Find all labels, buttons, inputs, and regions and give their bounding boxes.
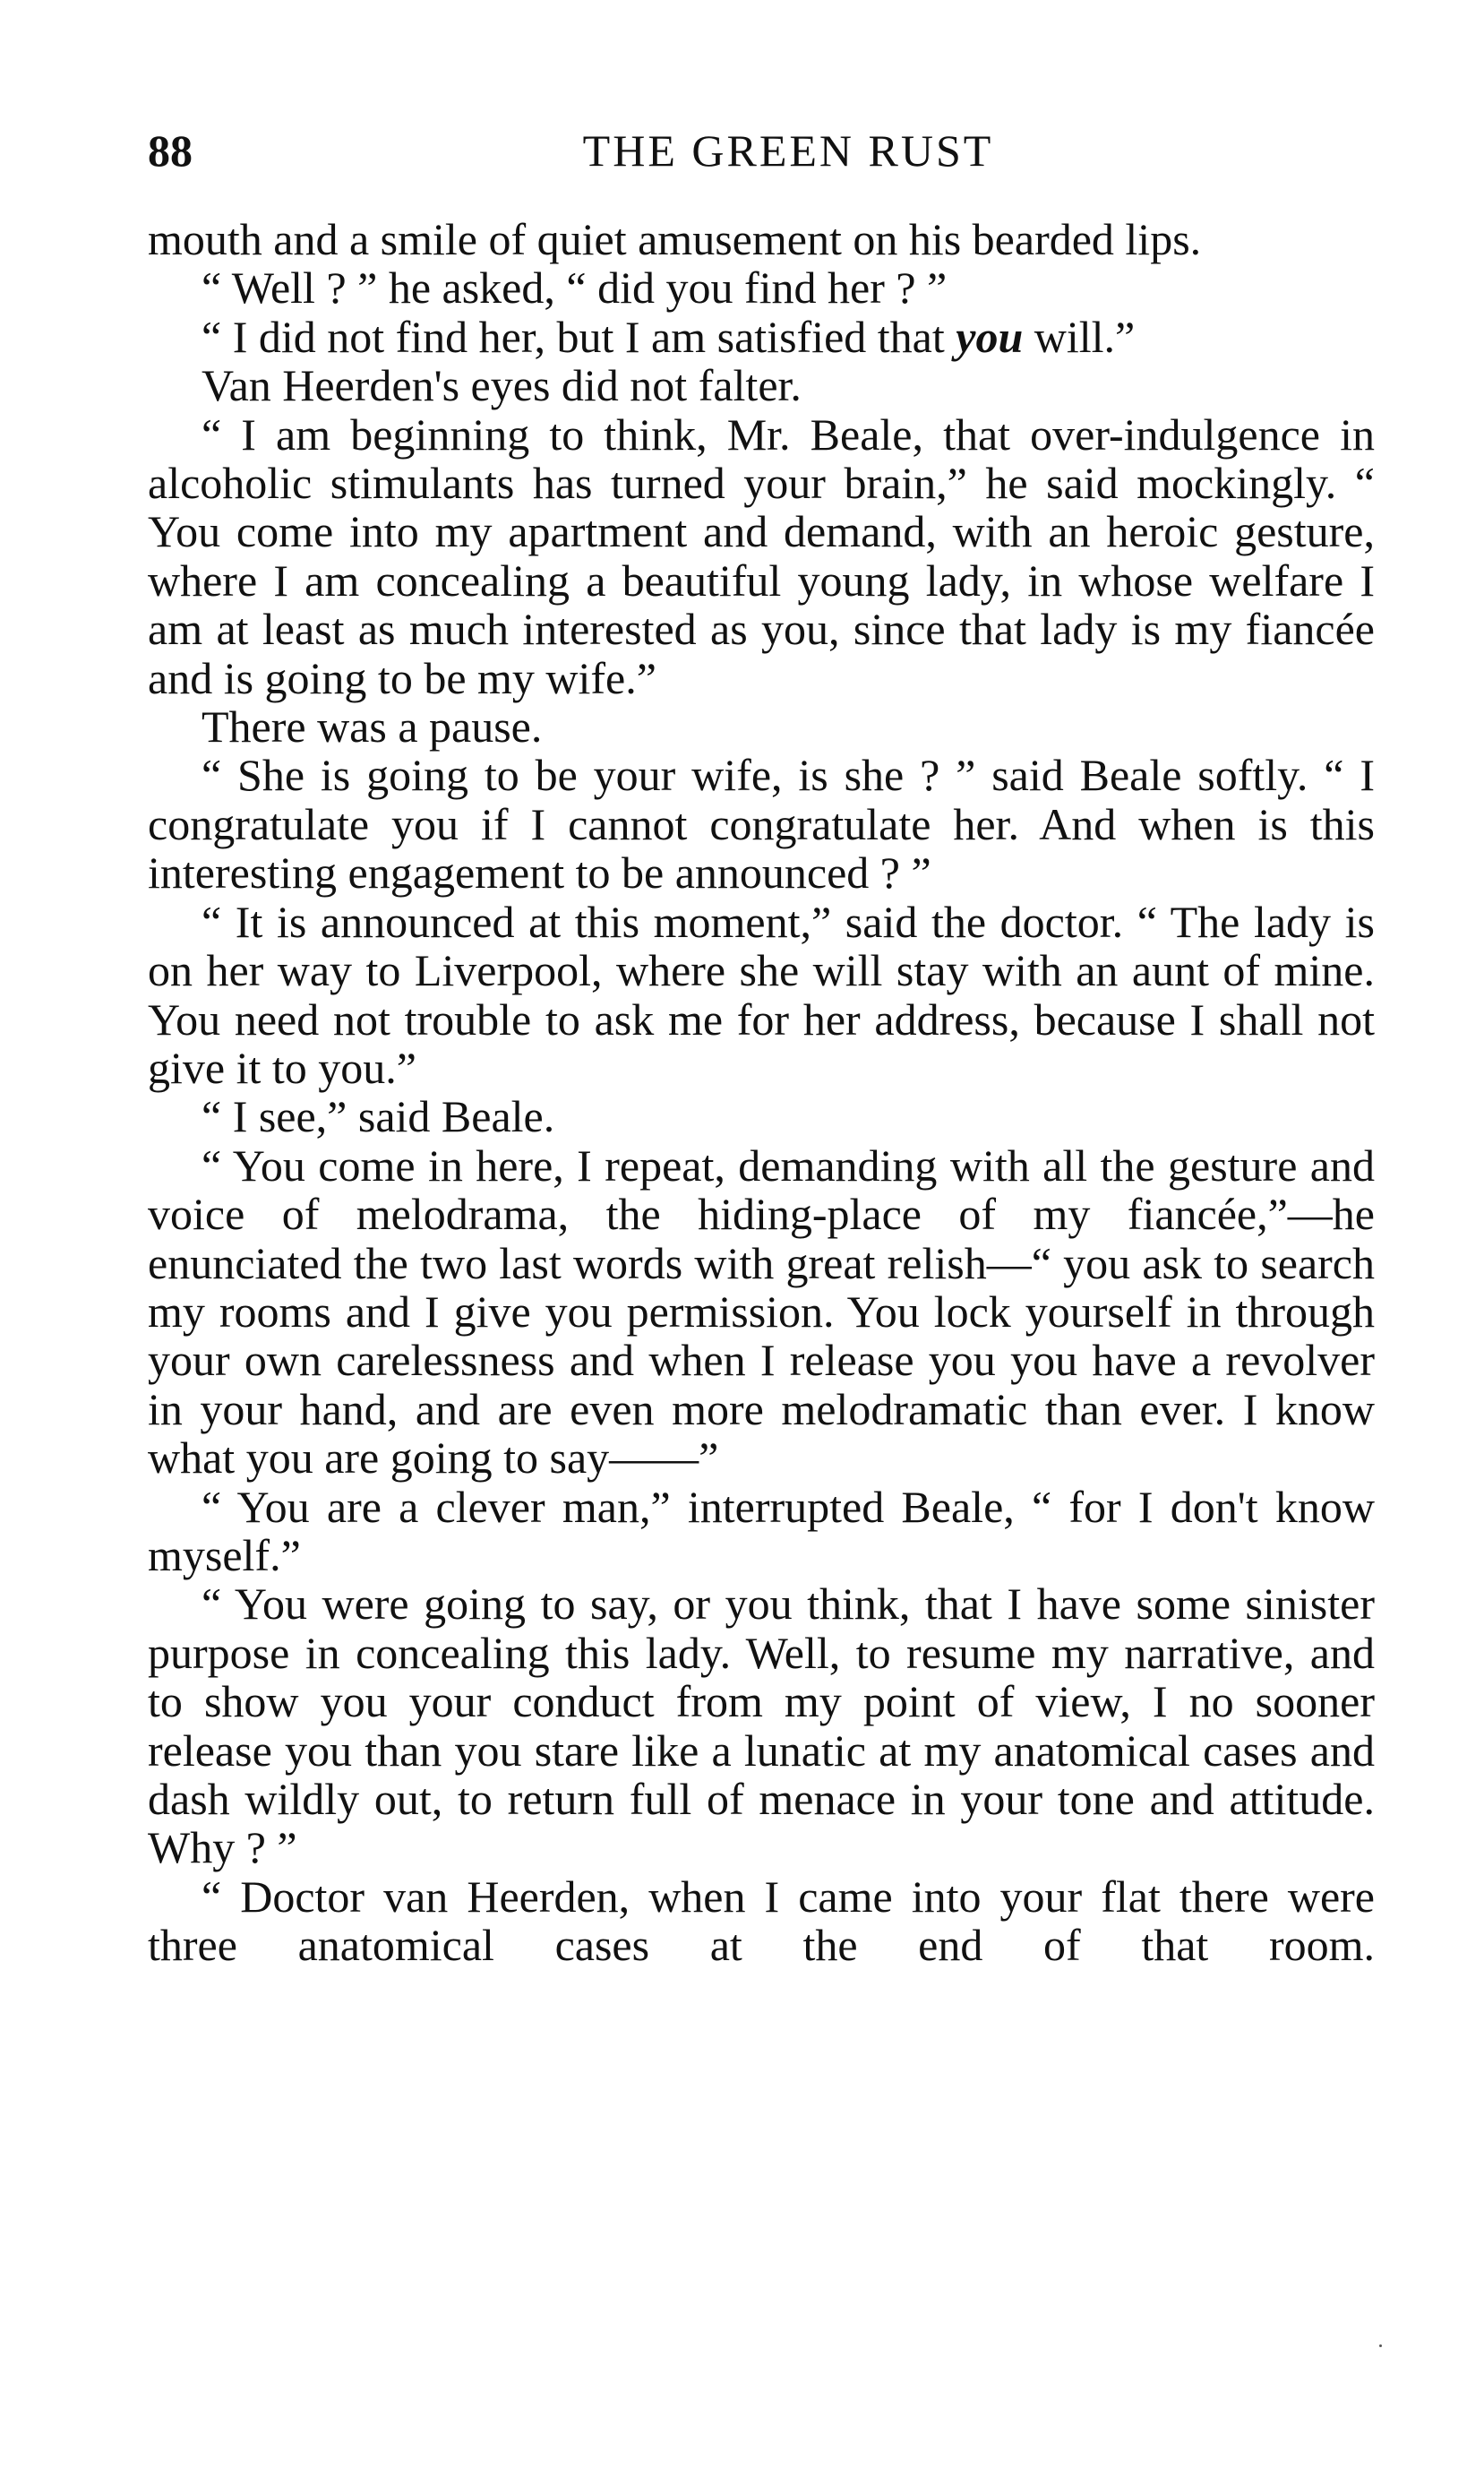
paragraph-text-tail: will.” <box>1023 311 1136 362</box>
paragraph: “ Well ? ” he asked, “ did you find her ? ” <box>202 262 948 314</box>
paragraph-text: “ I did not find her, but I am satisfied that <box>202 311 956 362</box>
page-header <box>148 124 1375 195</box>
paragraph: “ It is announced at this moment,” said the doctor. “ The lady is on her way to Liverpool, where she will stay with an aunt of mine. You need not trouble to ask me for her address, because I shall not give it to you.” <box>148 896 1375 1093</box>
paragraph: “ She is going to be your wife, is she ? ” said Beale softly. “ I congratulate you if I cannot congratulate her. And when is this interesting engagement to be announced ? ” <box>148 750 1375 899</box>
running-title: THE GREEN RUST <box>582 125 994 176</box>
paragraph: “ Doctor van Heerden, when I came into your flat there were three anatomical cases at the end of that room. <box>148 1871 1375 1971</box>
paragraph: “ You were going to say, or you think, that I have some sinister purpose in concealing this lady. Well, to resume my narrative, and to show you your conduct from my point of view, I no sooner release you than you stare like a lunatic at my anatomical cases and dash wildly out, to return full of menace in your tone and attitude. Why ? ” <box>148 1578 1375 1873</box>
paragraph: There was a pause. <box>202 701 543 753</box>
paragraph: “ You come in here, I repeat, demanding with all the gesture and voice of melodrama, the hiding-place of my fiancée,”—he enunciated the two last words with great relish—“ you ask to search my rooms and I give you permission. You lock yourself in through your own carelessness and when I release you you have a revolver in your hand, and are even more melodramatic than ever. I know what you are going to say——” <box>148 1140 1375 1484</box>
body-text <box>148 215 1375 1970</box>
paragraph: mouth and a smile of quiet amusement on his bearded lips. <box>148 214 1202 264</box>
print-speck <box>1379 2344 1382 2347</box>
paragraph: “ You are a clever man,” interrupted Beale, “ for I don't know myself.” <box>148 1481 1375 1580</box>
paragraph <box>148 313 1375 361</box>
page-number: 88 <box>148 125 193 176</box>
emphasized-word: you <box>956 311 1024 362</box>
paragraph: “ I see,” said Beale. <box>202 1091 555 1142</box>
paragraph: Van Heerden's eyes did not falter. <box>202 360 802 411</box>
paragraph: “ I am beginning to think, Mr. Beale, that over-indulgence in alcoholic stimulants has turned your brain,” he said mockingly. “ You come into my apartment and demand, with an heroic gesture, where I am concealing a beautiful young lady, in whose welfare I am at least as much interested as you, since that lady is my fiancée and is going to be my wife.” <box>148 409 1375 703</box>
